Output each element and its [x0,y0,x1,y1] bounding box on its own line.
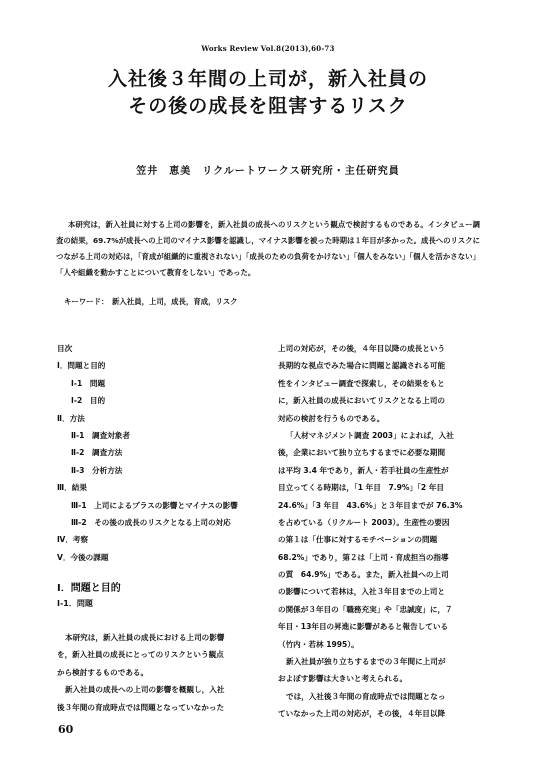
toc-item: Ⅰ-1 問題 [71,378,106,388]
text-line: 長期的な視点でみた場合に問題と認識される可能 [278,361,446,371]
toc-item: Ⅲ-1 上司によるプラスの影響とマイナスの影響 [71,500,238,510]
keywords: キーワード： 新入社員，上司，成長，育成，リスク [64,297,238,306]
text-line: を，新入社員の成長にとってのリスクという観点 [57,650,224,660]
text-line: の第１は「仕事に対するモチベーションの問題 [278,535,438,545]
text-line: 後３年間の育成時点では問題となっていなかった [57,702,225,712]
text-line: の関係が３年目の「職務充実」や「忠誠度」に，７ [278,604,453,614]
text-line: では，入社後３年間の育成時点では問題となっ [286,691,446,701]
text-line: ていなかった上司の対応が，その後，４年目以降 [278,709,446,719]
abstract: 本研究は，新入社員に対する上司の影響を，新入社員の成長へのリスクという観点で検討するものである。インタビュー調査の結果，69.7%が成長への上司のマイナス影響を認識し，マイナス影響を被った時期は１年目が多かった。成長へのリスクにつながる上司の対応は，「育成が組織的に重視されない」「成長のための負荷をかけない」「個人をみない」「個人を活かさない」「人や組織を動かすことについて教育をしない」であった。 [56,220,480,278]
toc-item: Ⅳ．考察 [57,535,89,545]
toc-item: Ⅰ-2 目的 [71,396,106,406]
toc-item: Ⅱ．方法 [57,413,85,423]
text-line: 本研究は，新入社員の成長における上司の影響 [65,633,225,643]
body-paragraph-1 [57,629,267,681]
toc-item: Ⅱ-1 調査対象者 [71,430,130,440]
author-line: 笠井 恵美 リクルートワークス研究所・主任研究員 [136,166,400,177]
text-line: （竹内・若林 1995）。 [278,639,359,649]
toc-item: Ⅴ．今後の課題 [57,552,109,562]
section-heading: Ⅰ．問題と目的 [57,583,121,595]
paper-title-line-1: 入社後３年間の上司が，新入社員の [107,68,428,90]
paper-title-line-2: その後の成長を阻害するリスク [128,95,408,117]
text-line: およぼす影響は大きいと考えられる。 [278,674,408,684]
text-line: から検討するものである。 [57,667,149,677]
text-line: 68.2%」であり，第２は「上司・育成担当の指導 [278,552,449,562]
text-line: 年目・13年目の昇進に影響があると報告している [278,622,449,632]
toc-item: Ⅱ-3 分析方法 [71,465,123,475]
table-of-contents [57,357,267,566]
page-number: 60 [58,723,74,736]
text-line: 「人材マネジメント調査 2003」によれば，入社 [286,430,454,440]
left-column [57,340,267,716]
text-line: 新入社員の成長への上司の影響を概観し，入社 [65,685,225,695]
text-line: 性をインタビュー調査で探索し，その結果をもと [278,378,445,388]
text-line: 新入社員が独り立ちするまでの３年間に上司が [286,657,446,667]
toc-item: Ⅱ-2 調査方法 [71,448,123,458]
text-line: 対応の検討を行うものである。 [278,413,385,423]
text-line: 目立ってくる時期は，「1 年目 7.9%」「2 年目 [278,483,445,493]
text-line: 上司の対応が，その後，４年目以降の成長という [278,344,446,353]
toc-item: Ⅲ．結果 [57,483,87,493]
text-line: 24.6%」「3 年目 43.6%」と３年目までが 76.3% [278,500,463,510]
text-line: の質 64.9%」である。また，新入社員への上司 [278,570,449,580]
text-line: の影響について若林は，入社３年目までの上司と [278,587,445,597]
text-line: 後，企業において独り立ちするまでに必要な期間 [278,448,446,458]
body-paragraph-2 [57,681,267,716]
toc-heading: 目次 [57,344,73,353]
text-line: に，新入社員の成長においてリスクとなる上司の [278,396,445,406]
right-column [278,340,490,723]
toc-item: Ⅰ．問題と目的 [57,361,106,371]
toc-item: Ⅲ-2 その後の成長のリスクとなる上司の対応 [71,517,231,527]
subsection-heading: Ⅰ-1．問題 [57,599,93,609]
text-line: は平均 3.4 年であり，新人・若手社員の生産性が [278,465,449,475]
text-line: を占めている（リクルート 2003）。生産性の要因 [278,517,450,527]
journal-reference: Works Review Vol.8(2013),60-73 [201,44,335,53]
